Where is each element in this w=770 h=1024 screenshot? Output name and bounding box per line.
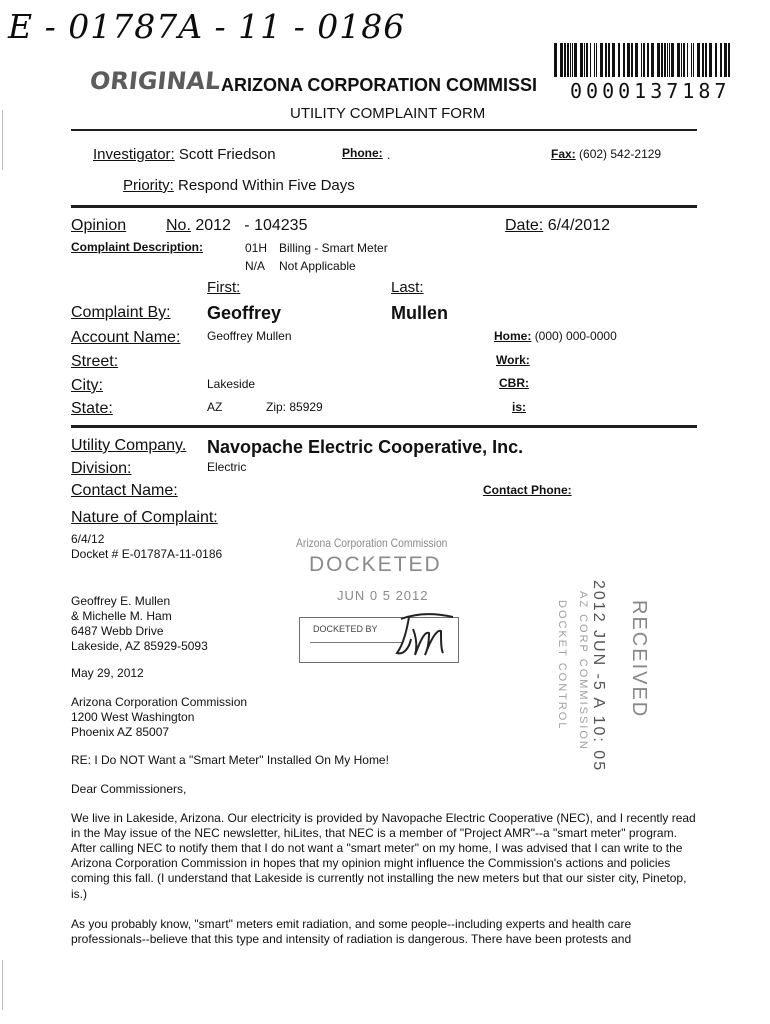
letter-salutation: Dear Commissioners, — [71, 782, 187, 796]
state-label: State: — [71, 400, 113, 417]
division-value: Electric — [207, 460, 247, 474]
barcode — [552, 43, 734, 81]
barcode-bar — [554, 43, 557, 77]
sender-line-4: Lakeside, AZ 85929-5093 — [71, 639, 208, 653]
priority-label: Priority: — [123, 177, 174, 194]
first-name-label: First: — [207, 279, 241, 296]
barcode-bar — [594, 43, 595, 77]
phone-label: Phone: — [342, 146, 383, 160]
barcode-bar — [705, 43, 707, 77]
cbr-label: CBR: — [499, 376, 529, 390]
barcode-bar — [720, 43, 722, 77]
opinion-year: 2012 — [195, 217, 231, 234]
date-label: Date: — [505, 217, 544, 234]
barcode-bar — [647, 43, 649, 77]
is-label: is: — [512, 400, 527, 414]
barcode-bar — [580, 43, 583, 77]
handwritten-docket-number: E - 01787A - 11 - 0186 — [8, 7, 406, 46]
received-stamp-title: RECEIVED — [628, 600, 650, 719]
description-text-2: Not Applicable — [279, 259, 356, 273]
docketed-stamp-title: DOCKETED — [309, 553, 442, 576]
letter-date: May 29, 2012 — [71, 666, 144, 680]
opinion-number: - 104235 — [244, 217, 308, 234]
fax-field — [551, 147, 661, 162]
city-value: Lakeside — [207, 377, 256, 391]
recipient-line-2: 1200 West Washington — [71, 710, 195, 724]
city-label: City: — [71, 377, 103, 394]
last-name-label: Last: — [391, 279, 424, 296]
docketed-stamp-date: JUN 0 5 2012 — [337, 588, 429, 603]
barcode-bar — [715, 43, 717, 77]
investigator-field — [93, 146, 276, 165]
barcode-bar — [709, 43, 712, 77]
letter-paragraph-2: As you probably know, "smart" meters emit radiation, and some people--including experts and health care professionals--believe that this type and intensity of radiation is dangerous. There have been protests and — [71, 917, 632, 947]
fax-label: Fax: — [551, 147, 576, 161]
docketed-by-label: DOCKETED BY — [313, 624, 378, 634]
received-stamp-commission: AZ CORP COMMISSION — [577, 591, 589, 751]
section-rule-middle — [71, 425, 697, 428]
barcode-bar — [643, 43, 645, 77]
last-name-value: Mullen — [391, 303, 448, 323]
barcode-bar — [683, 43, 685, 77]
barcode-bar — [657, 43, 660, 77]
contact-name-label: Contact Name: — [71, 482, 178, 499]
barcode-bar — [681, 43, 682, 77]
work-phone-label: Work: — [496, 353, 530, 367]
street-label: Street: — [71, 353, 119, 370]
barcode-bar — [574, 43, 577, 77]
home-phone-field — [494, 329, 617, 344]
home-phone-value: (000) 000-0000 — [534, 329, 617, 343]
barcode-bar — [664, 43, 666, 77]
utility-company-label: Utility Company. — [71, 437, 187, 454]
opinion-label: Opinion — [71, 217, 127, 234]
complaint-description-label: Complaint Description: — [71, 240, 204, 254]
sender-line-2: & Michelle M. Ham — [71, 609, 172, 623]
description-text-1: Billing - Smart Meter — [279, 241, 388, 255]
sender-line-3: 6487 Webb Drive — [71, 624, 164, 638]
barcode-bar — [608, 43, 610, 77]
state-value: AZ — [207, 400, 223, 414]
barcode-bar — [691, 43, 692, 77]
barcode-bar — [728, 43, 730, 77]
priority-value: Respond Within Five Days — [178, 177, 355, 194]
barcode-bar — [567, 43, 569, 77]
phone-value: . — [387, 148, 391, 162]
first-name-value: Geoffrey — [207, 303, 282, 323]
account-name-label: Account Name: — [71, 329, 181, 346]
description-code-2: N/A — [245, 259, 266, 273]
barcode-bar — [600, 43, 603, 77]
investigator-value: Scott Friedson — [178, 146, 276, 163]
header-rule — [71, 129, 697, 131]
barcode-bar — [631, 43, 633, 77]
zip-label: Zip: — [266, 400, 287, 414]
barcode-bar — [697, 43, 700, 77]
nature-date: 6/4/12 — [71, 532, 105, 546]
priority-field — [123, 177, 355, 196]
barcode-number: 0000137187 — [570, 79, 731, 103]
contact-phone-label: Contact Phone: — [483, 483, 572, 497]
description-code-1: 01H — [245, 241, 268, 255]
barcode-bar — [667, 43, 668, 77]
barcode-bar — [596, 43, 597, 77]
barcode-bar — [572, 43, 573, 77]
sender-line-1: Geoffrey E. Mullen — [71, 594, 171, 608]
nature-of-complaint-label: Nature of Complaint: — [71, 509, 218, 526]
recipient-line-3: Phoenix AZ 85007 — [71, 725, 170, 739]
received-stamp-docket-control: DOCKET CONTROL — [556, 600, 568, 731]
barcode-bar — [669, 43, 670, 77]
barcode-bar — [590, 43, 591, 77]
investigator-label: Investigator: — [93, 146, 175, 163]
barcode-bar — [693, 43, 694, 77]
complaint-by-label: Complaint By: — [71, 304, 171, 321]
zip-value: 85929 — [289, 400, 323, 414]
barcode-bar — [605, 43, 607, 77]
nature-docket: Docket # E-01787A-11-0186 — [71, 547, 223, 561]
date-value: 6/4/2012 — [547, 217, 610, 234]
scan-edge-mark — [2, 110, 3, 170]
barcode-bar — [687, 43, 688, 77]
docketed-stamp-agency: Arizona Corporation Commission — [296, 536, 448, 550]
barcode-bar — [627, 43, 630, 77]
received-stamp-datetime: 2012 JUN -5 A 10: 05 — [590, 580, 607, 773]
barcode-bar — [564, 43, 566, 77]
fax-value: (602) 542-2129 — [579, 147, 662, 161]
recipient-line-1: Arizona Corporation Commission — [71, 695, 248, 709]
date-field — [505, 216, 610, 236]
barcode-bar — [651, 43, 654, 77]
barcode-bar — [570, 43, 571, 77]
letter-subject: RE: I Do NOT Want a "Smart Meter" Installed On My Home! — [71, 753, 389, 767]
docketed-by-line — [310, 642, 402, 643]
letter-paragraph-1: We live in Lakeside, Arizona. Our electricity is provided by Navopache Electric Cooperative (NEC), and I recently read in the May issue of the NEC newsletter, hiLites, that NEC is a member of "Project AMR"--a "smart meter" program. After calling NEC to notify them that I do not want a "smart meter" on my home, I was advised that I can write to the Arizona Corporation Commission in hopes that my opinion might influence the Commission's actions and policies coming this fall. (I understand that Lakeside is currently not installing the new meters but that our sister city, Pinetop, is.) — [71, 811, 696, 901]
barcode-bar — [560, 43, 563, 77]
account-name-value: Geoffrey Mullen — [207, 329, 292, 343]
barcode-bar — [584, 43, 585, 77]
barcode-bar — [661, 43, 663, 77]
barcode-bar — [641, 43, 642, 77]
form-title: UTILITY COMPLAINT FORM — [290, 105, 486, 122]
utility-company-value: Navopache Electric Cooperative, Inc. — [207, 437, 524, 457]
barcode-bar — [677, 43, 680, 77]
division-label: Division: — [71, 460, 132, 477]
barcode-bar — [623, 43, 625, 77]
barcode-bar — [635, 43, 638, 77]
barcode-bar — [702, 43, 704, 77]
barcode-bar — [612, 43, 615, 77]
opinion-number-field — [166, 216, 307, 236]
barcode-bar — [724, 43, 727, 77]
agency-name: ARIZONA CORPORATION COMMISSI — [221, 75, 537, 95]
initials-signature — [395, 609, 457, 661]
barcode-bar — [618, 43, 620, 77]
zip-field — [266, 400, 323, 415]
scan-edge-mark-lower — [2, 960, 3, 1010]
barcode-bar — [586, 43, 588, 77]
barcode-bar — [671, 43, 674, 77]
original-stamp: ORIGINAL — [88, 67, 222, 95]
opinion-no-label: No. — [166, 217, 191, 234]
home-phone-label: Home: — [494, 329, 532, 343]
section-rule-top — [71, 205, 697, 208]
